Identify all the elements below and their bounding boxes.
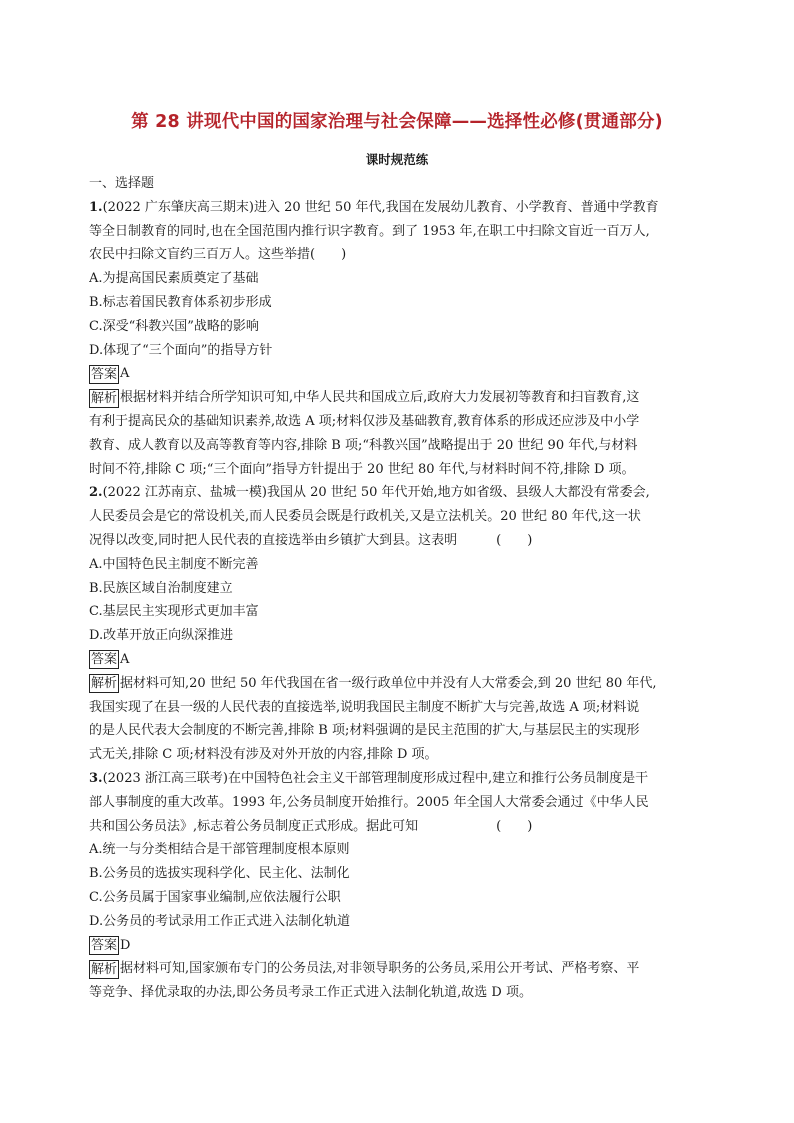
analysis-line: 的是人民代表大会制度的不断完善,排除 B 项;材料强调的是民主范围的扩大,与基层民主的实现形 (89, 723, 640, 739)
option-d: D.改革开放正向纵深推进 (89, 628, 234, 644)
analysis-line: 解析 根据材料并结合所学知识可知,中华人民共和国成立后,政府大力发展初等教育和扫盲教育,这 (91, 390, 640, 406)
question-3 (89, 767, 707, 1005)
answer-value: A (120, 366, 130, 382)
question-stem-line: 部人事制度的重大改革。1993 年,公务员制度开始推行。2005 年全国人大常委会通过《中华人民 (89, 794, 649, 810)
option-b: B.公务员的选拔实现科学化、民主化、法制化 (89, 866, 350, 882)
analysis-tag: 解析 (91, 390, 118, 406)
answer-line (89, 362, 707, 386)
option-c: C.公务员属于国家事业编制,应依法履行公职 (89, 889, 341, 905)
question-stem-line: 农民中扫除文盲约三百万人。这些举措( ) (89, 247, 347, 263)
analysis-line: 等竞争、择优录取的办法,即公务员考录工作正式进入法制化轨道,故选 D 项。 (89, 985, 532, 1001)
question-stem-line: 况得以改变,同时把人民代表的直接选举由乡镇扩大到县。这表明 ( ) (89, 532, 533, 548)
analysis-line: 解析 据材料可知,国家颁布专门的公务员法,对非领导职务的公务员,采用公开考试、严格考察、平 (91, 961, 640, 977)
question-stem-line: 人民委员会是它的常设机关,而人民委员会既是行政机关,又是立法机关。20 世纪 80 年代,这一状 (89, 509, 641, 525)
question-number: 3. (89, 770, 103, 786)
option-d: D.公务员的考试录用工作正式进入法制化轨道 (89, 913, 351, 929)
option-c: C.深受“科教兴国”战略的影响 (89, 318, 259, 334)
question-number: 2. (89, 485, 103, 501)
analysis-line: 时间不符,排除 C 项;“三个面向”指导方针提出于 20 世纪 80 年代,与材料时间不符,排除 D 项。 (89, 461, 635, 477)
analysis-tag: 解析 (91, 676, 118, 692)
analysis-line: 有利于提高民众的基础知识素养,故选 A 项;材料仅涉及基础教育,教育体系的形成还应涉及中小学 (89, 413, 640, 429)
page-subtitle: 课时规范练 (365, 152, 429, 167)
option-d: D.体现了“三个面向”的指导方针 (89, 342, 273, 358)
analysis-line: 我国实现了在县一级的人民代表的直接选举,说明我国民主制度不断扩大与完善,故选 A 项;材料说 (89, 699, 640, 715)
question-2 (89, 481, 707, 767)
question-stem-line: 3.(2023 浙江高三联考)在中国特色社会主义干部管理制度形成过程中,建立和推行公务员制度是干 (89, 770, 649, 786)
question-number: 1. (89, 199, 103, 215)
option-b: B.民族区域自治制度建立 (89, 580, 233, 596)
answer-value: A (120, 651, 130, 667)
page-title: 第 28 讲现代中国的国家治理与社会保障——选择性必修(贯通部分) (131, 112, 663, 132)
question-stem-line: 共和国公务员法》,标志着公务员制度正式形成。据此可知 ( ) (89, 818, 533, 834)
option-b: B.标志着国民教育体系初步形成 (89, 294, 272, 310)
answer-tag: 答案 (91, 652, 118, 668)
content (89, 172, 707, 1005)
analysis-line: 式无关,排除 C 项;材料没有涉及对外开放的内容,排除 D 项。 (89, 747, 438, 763)
question-stem-line: 等全日制教育的同时,也在全国范围内推行识字教育。到了 1953 年,在职工中扫除文盲近一百万人, (89, 223, 650, 239)
section-heading: 一、选择题 (89, 176, 155, 191)
question-stem-line: 2.(2022 江苏南京、盐城一模)我国从 20 世纪 50 年代开始,地方如省级、县级人大都没有常委会, (89, 485, 650, 501)
question-stem-line: 1.(2022 广东肇庆高三期末)进入 20 世纪 50 年代,我国在发展幼儿教育、小学教育、普通中学教育 (89, 199, 659, 215)
option-a: A.中国特色民主制度不断完善 (89, 556, 259, 572)
option-c: C.基层民主实现形式更加丰富 (89, 604, 259, 620)
answer-line (89, 648, 707, 672)
analysis-line: 教育、成人教育以及高等教育等内容,排除 B 项;“科教兴国”战略提出于 20 世纪 90 年代,与材料 (89, 437, 638, 453)
analysis-tag: 解析 (91, 961, 118, 977)
answer-line (89, 934, 707, 958)
analysis-line: 解析 据材料可知,20 世纪 50 年代我国在省一级行政单位中并没有人大常委会,到 20 世纪 80 年代, (91, 675, 657, 692)
answer-tag: 答案 (91, 366, 118, 382)
question-1 (89, 196, 707, 482)
option-a: A.统一与分类相结合是干部管理制度根本原则 (89, 842, 350, 858)
option-a: A.为提高国民素质奠定了基础 (89, 271, 259, 287)
answer-tag: 答案 (91, 937, 118, 953)
answer-value: D (120, 937, 131, 953)
